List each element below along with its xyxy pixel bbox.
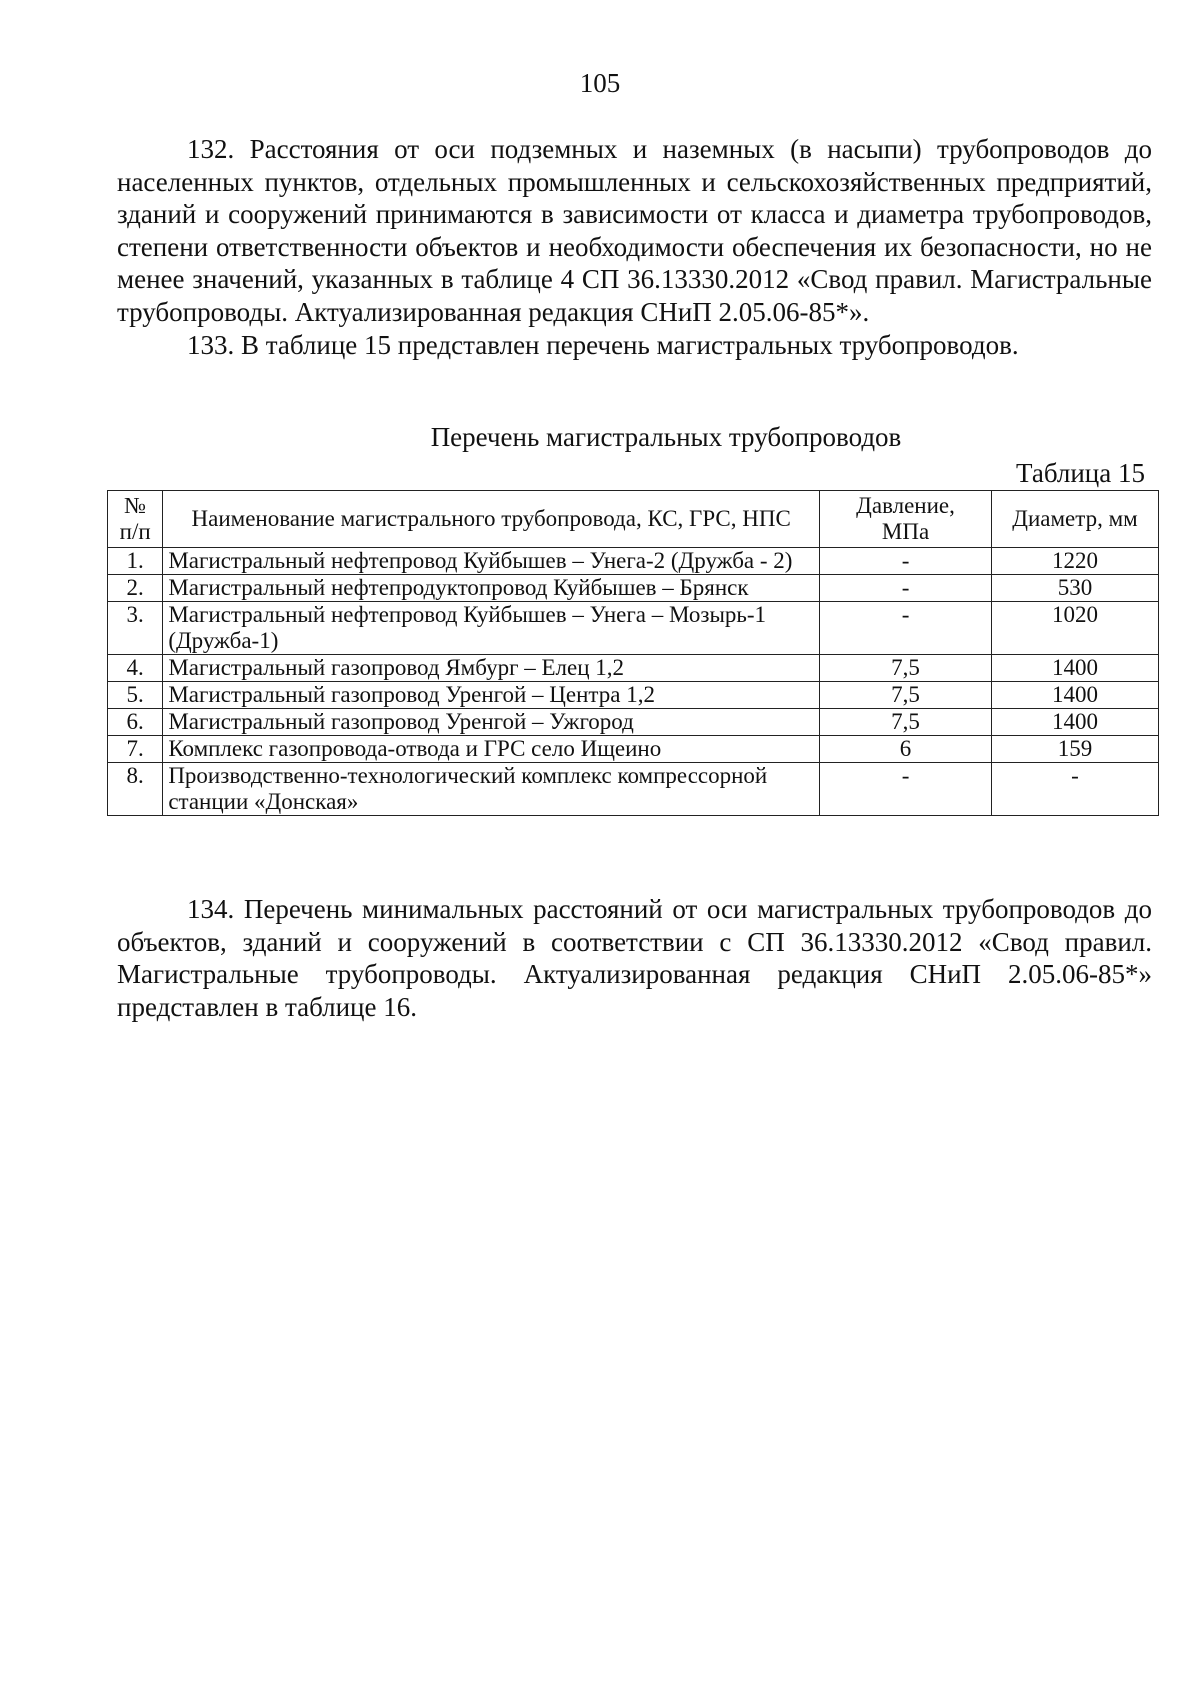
- row-num: 7.: [108, 736, 163, 763]
- row-pressure: 7,5: [820, 682, 992, 709]
- table-row: [108, 709, 1159, 736]
- paragraph-133: 133. В таблице 15 представлен перечень магистральных трубопроводов.: [187, 329, 1019, 360]
- row-name: Магистральный газопровод Уренгой – Ужгород: [163, 709, 820, 736]
- row-pressure: 7,5: [820, 709, 992, 736]
- row-diameter: 1400: [992, 709, 1159, 736]
- header-num: [108, 491, 163, 548]
- row-diameter: 159: [992, 736, 1159, 763]
- row-name: Магистральный нефтепродуктопровод Куйбышев – Брянск: [163, 575, 820, 602]
- paragraph-134: 134. Перечень минимальных расстояний от оси магистральных трубопроводов до объектов, зданий и сооружений в соответствии с СП 36.13330.2012 «Свод правил. Магистральные трубопроводы. Актуализированная редакция СНиП 2.05.06-85*» представлен в таблице 16.: [117, 894, 1152, 1022]
- table-row: [108, 575, 1159, 602]
- row-pressure: 7,5: [820, 655, 992, 682]
- row-diameter: -: [992, 763, 1159, 816]
- row-pressure: -: [820, 548, 992, 575]
- table-row: [108, 736, 1159, 763]
- row-diameter: 1020: [992, 602, 1159, 655]
- row-name: Магистральный нефтепровод Куйбышев – Унега – Мозырь-1 (Дружба-1): [163, 602, 820, 655]
- table-label: Таблица 15: [1016, 458, 1145, 488]
- row-diameter: 530: [992, 575, 1159, 602]
- pipelines-table: [107, 490, 1159, 816]
- table-row: [108, 682, 1159, 709]
- table-row: [108, 602, 1159, 655]
- row-num: 8.: [108, 763, 163, 816]
- table-row: [108, 548, 1159, 575]
- page-number: 105: [579, 68, 621, 98]
- header-pressure: [820, 491, 992, 548]
- header-pressure-line2: МПа: [881, 519, 930, 544]
- paragraph-132: 132. Расстояния от оси подземных и наземных (в насыпи) трубопроводов до населенных пунктов, отдельных промышленных и сельскохозяйственных предприятий, зданий и сооружений принимаются в зависимости от класса и диаметра трубопроводов, степени ответственности объектов и необходимости обеспечения их безопасности, но не менее значений, указанных в таблице 4 СП 36.13330.2012 «Свод правил. Магистральные трубопроводы. Актуализированная редакция СНиП 2.05.06-85*».: [117, 134, 1152, 327]
- body-text-bottom: [117, 893, 1152, 1023]
- body-text-top: [117, 133, 1152, 361]
- table-row: [108, 655, 1159, 682]
- table-title: Перечень магистральных трубопроводов: [430, 422, 902, 452]
- table-row: [108, 763, 1159, 816]
- row-pressure: 6: [820, 736, 992, 763]
- row-pressure: -: [820, 602, 992, 655]
- row-num: 6.: [108, 709, 163, 736]
- header-num-line2: п/п: [119, 519, 151, 544]
- row-num: 5.: [108, 682, 163, 709]
- row-num: 2.: [108, 575, 163, 602]
- header-pressure-line1: Давление,: [856, 493, 955, 518]
- row-num: 4.: [108, 655, 163, 682]
- row-name: Магистральный нефтепровод Куйбышев – Унега-2 (Дружба - 2): [163, 548, 820, 575]
- table-header-row: [108, 491, 1159, 548]
- header-diameter: Диаметр, мм: [992, 491, 1159, 548]
- row-num: 3.: [108, 602, 163, 655]
- header-num-line1: №: [124, 493, 147, 518]
- header-name: Наименование магистрального трубопровода, КС, ГРС, НПС: [163, 491, 820, 548]
- row-num: 1.: [108, 548, 163, 575]
- row-name: Магистральный газопровод Ямбург – Елец 1,2: [163, 655, 820, 682]
- row-pressure: -: [820, 575, 992, 602]
- row-name: Магистральный газопровод Уренгой – Центра 1,2: [163, 682, 820, 709]
- row-name: Производственно-технологический комплекс компрессорной станции «Донская»: [163, 763, 820, 816]
- row-diameter: 1400: [992, 655, 1159, 682]
- row-pressure: -: [820, 763, 992, 816]
- row-diameter: 1220: [992, 548, 1159, 575]
- row-name: Комплекс газопровода-отвода и ГРС село Ищеино: [163, 736, 820, 763]
- row-diameter: 1400: [992, 682, 1159, 709]
